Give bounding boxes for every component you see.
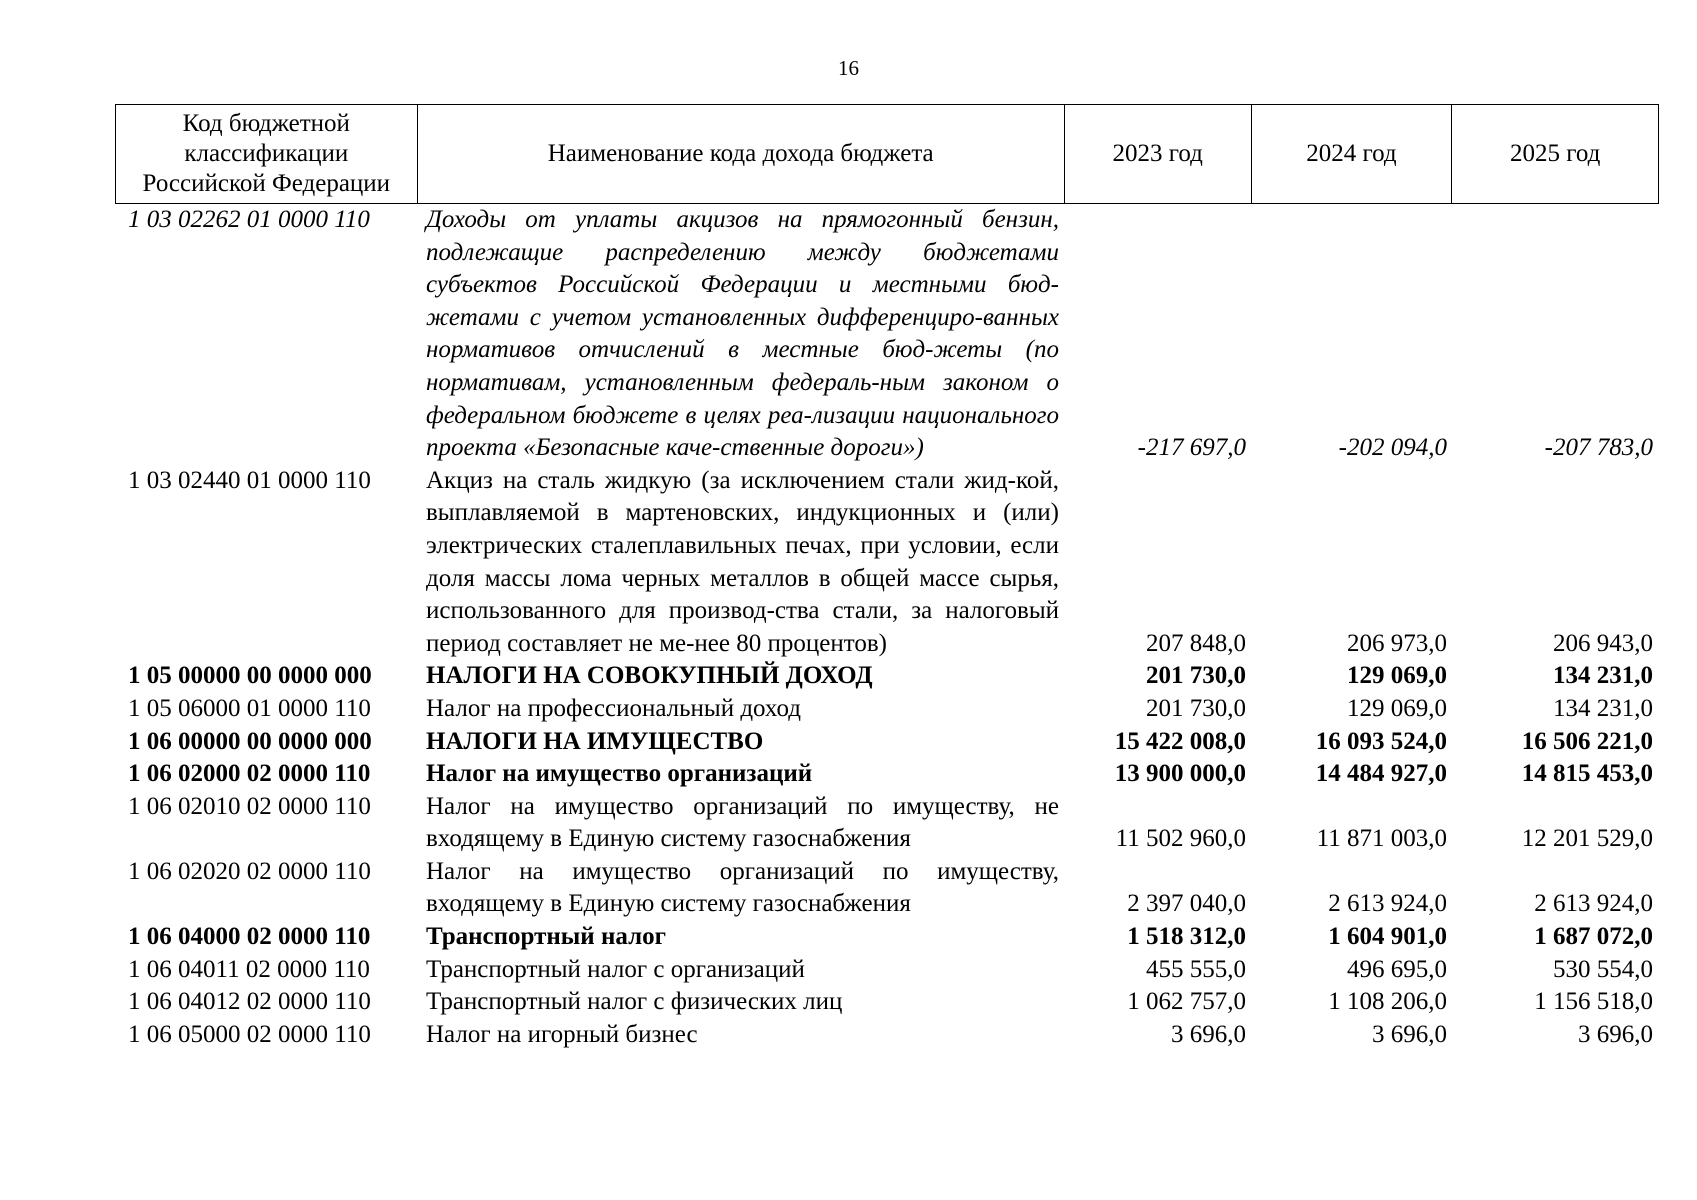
page-number: 16 (838, 56, 859, 80)
row-value-2023: 201 730,0 (1146, 694, 1246, 722)
row-code: 1 05 00000 00 0000 000 (128, 662, 372, 690)
row-value-2024: 11 871 003,0 (1316, 825, 1447, 853)
row-code: 1 06 02020 02 0000 110 (128, 857, 371, 885)
table-header (115, 104, 1659, 204)
row-value-2024: 1 604 901,0 (1328, 923, 1447, 951)
header-name-label: Наименование кода дохода бюджета (547, 140, 934, 167)
row-code: 1 06 04012 02 0000 110 (128, 988, 371, 1016)
table-row (115, 758, 1659, 791)
table-row (115, 726, 1659, 759)
row-value-2024: 3 696,0 (1372, 1020, 1447, 1048)
row-value-2025: 12 201 529,0 (1521, 825, 1653, 853)
row-value-2024: -202 094,0 (1338, 434, 1447, 462)
row-value-2024: 129 069,0 (1347, 662, 1447, 690)
header-2023 (1065, 105, 1252, 203)
table-row (115, 204, 1659, 465)
row-name: Транспортный налог (426, 923, 666, 951)
header-2023-label: 2023 год (1112, 140, 1203, 167)
row-value-2023: 2 397 040,0 (1127, 890, 1246, 918)
row-code: 1 06 02000 02 0000 110 (128, 760, 371, 788)
row-name: Транспортный налог с организаций (426, 955, 805, 983)
row-value-2023: 1 518 312,0 (1127, 923, 1246, 951)
row-code: 1 06 04000 02 0000 110 (128, 923, 371, 951)
header-2025 (1452, 105, 1658, 203)
row-value-2025: 134 231,0 (1553, 694, 1653, 722)
table-row (115, 465, 1659, 661)
row-value-2023: -217 697,0 (1137, 434, 1246, 462)
row-value-2023: 1 062 757,0 (1127, 988, 1246, 1016)
row-name: Налог на имущество организаций по имуществу, входящему в Единую систему газоснабжения (426, 857, 1059, 918)
table-row (115, 986, 1659, 1019)
table-body (115, 204, 1659, 1051)
row-value-2024: 206 973,0 (1347, 629, 1447, 657)
table-row (115, 1019, 1659, 1052)
row-name: Налог на игорный бизнес (426, 1020, 698, 1048)
header-name (418, 105, 1065, 203)
row-name: Налог на имущество организаций (426, 760, 813, 788)
row-name: НАЛОГИ НА ИМУЩЕСТВО (426, 727, 764, 755)
row-value-2025: 1 687 072,0 (1534, 923, 1653, 951)
row-name: Налог на имущество организаций по имуществу, не входящему в Единую систему газоснабжения (426, 792, 1059, 853)
row-name: НАЛОГИ НА СОВОКУПНЫЙ ДОХОД (426, 662, 873, 690)
row-value-2023: 455 555,0 (1146, 955, 1246, 983)
row-value-2023: 13 900 000,0 (1114, 760, 1246, 788)
header-code (116, 105, 418, 203)
table-row (115, 856, 1659, 921)
row-value-2024: 16 093 524,0 (1315, 727, 1447, 755)
row-value-2025: 3 696,0 (1578, 1020, 1653, 1048)
row-value-2025: -207 783,0 (1544, 434, 1653, 462)
row-value-2024: 14 484 927,0 (1315, 760, 1447, 788)
row-code: 1 06 04011 02 0000 110 (128, 955, 370, 983)
row-value-2024: 2 613 924,0 (1328, 890, 1447, 918)
header-code-label: Код бюджетной классификации Российской Федерации (142, 110, 391, 197)
row-name: Акциз на сталь жидкую (за исключением стали жид-кой, выплавляемой в мартеновских, индукционных и (или) электрических сталеплавильных печах, при условии, если доля массы лома черных металлов в общей массе сырья, использованного для производ-ства стали, за налоговый период составляет не ме-нее 80 процентов) (426, 466, 1059, 657)
row-value-2025: 530 554,0 (1553, 955, 1653, 983)
row-value-2023: 15 422 008,0 (1114, 727, 1246, 755)
row-value-2025: 14 815 453,0 (1521, 760, 1653, 788)
row-value-2025: 16 506 221,0 (1521, 727, 1653, 755)
row-code: 1 06 02010 02 0000 110 (128, 792, 371, 820)
header-2024 (1252, 105, 1453, 203)
table-row (115, 660, 1659, 693)
row-value-2023: 201 730,0 (1146, 662, 1246, 690)
row-value-2023: 207 848,0 (1146, 629, 1246, 657)
row-value-2024: 129 069,0 (1347, 694, 1447, 722)
header-2025-label: 2025 год (1509, 140, 1601, 167)
row-code: 1 05 06000 01 0000 110 (128, 694, 371, 722)
row-value-2025: 134 231,0 (1553, 662, 1653, 690)
row-value-2025: 206 943,0 (1553, 629, 1653, 657)
row-value-2025: 1 156 518,0 (1534, 988, 1653, 1016)
table-row (115, 791, 1659, 856)
row-value-2024: 1 108 206,0 (1328, 988, 1447, 1016)
row-code: 1 03 02440 01 0000 110 (128, 466, 371, 494)
table-row (115, 921, 1659, 954)
row-value-2025: 2 613 924,0 (1534, 890, 1653, 918)
row-name: Доходы от уплаты акцизов на прямогонный бензин, подлежащие распределению между бюджетами субъектов Российской Федерации и местными бюд-жетами с учетом установленных дифференциро-ванных нормативов отчислений в местные бюд-жеты (по нормативам, установленным федераль-ным законом о федеральном бюджете в целях реа-лизации национального проекта «Безопасные каче-ственные дороги») (426, 206, 1059, 462)
row-code: 1 06 05000 02 0000 110 (128, 1020, 371, 1048)
row-value-2023: 3 696,0 (1171, 1020, 1246, 1048)
header-2024-label: 2024 год (1306, 140, 1397, 167)
row-code: 1 03 02262 01 0000 110 (128, 206, 370, 233)
table-row (115, 693, 1659, 726)
row-name: Транспортный налог с физических лиц (426, 988, 843, 1016)
table-row (115, 954, 1659, 987)
row-value-2023: 11 502 960,0 (1115, 825, 1246, 853)
row-name: Налог на профессиональный доход (426, 694, 801, 722)
row-value-2024: 496 695,0 (1347, 955, 1447, 983)
row-code: 1 06 00000 00 0000 000 (128, 727, 372, 755)
